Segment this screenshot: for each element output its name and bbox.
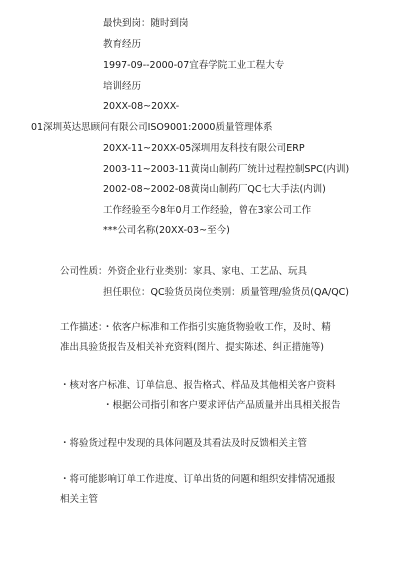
job-description-line-1: 工作描述：・依客户标准和工作指引实施货物验收工作，及时、精	[60, 322, 331, 333]
training-entry-erp: 20XX-11~20XX-05深圳用友科技有限公司ERP	[103, 143, 305, 154]
duty-bullet-4-line-2: 相关主管	[60, 494, 99, 505]
work-experience-summary: 工作经验至今8年0月工作经验，曾在3家公司工作	[103, 205, 312, 216]
training-entry-spc: 2003-11~2003-11黄岗山制药厂统计过程控制SPC(内训)	[103, 164, 350, 175]
training-entry-iso: 01深圳英达思顾问有限公司ISO9001:2000质量管理体系	[31, 122, 273, 133]
duty-bullet-2: ・根据公司指引和客户要求评估产品质量并出具相关报告	[103, 400, 341, 411]
duty-bullet-3: ・将验货过程中发现的具体问题及其看法及时反馈相关主管	[60, 438, 308, 449]
duty-bullet-4-line-1: ・将可能影响订单工作进度、订单出货的问题和组织安排情况通报	[60, 474, 336, 485]
company-name-line: ***公司名称(20XX-03~至今)	[103, 225, 230, 236]
position-line: 担任职位：QC验货员岗位类别：质量管理/验货员(QA/QC)	[103, 287, 350, 298]
company-nature-line: 公司性质：外资企业行业类别：家具、家电、工艺品、玩具	[60, 266, 308, 277]
duty-bullet-1: ・核对客户标准、订单信息、报告格式、样品及其他相关客户资料	[60, 380, 336, 391]
availability-line: 最快到岗：随时到岗	[103, 18, 189, 29]
training-heading: 培训经历	[103, 81, 142, 92]
training-date-line: 20XX-08~20XX-	[103, 101, 180, 112]
education-heading: 教育经历	[103, 39, 142, 50]
training-entry-qc: 2002-08~2002-08黄岗山制药厂QC七大手法(内训)	[103, 184, 326, 195]
education-entry: 1997-09--2000-07宜春学院工业工程大专	[103, 60, 285, 71]
job-description-line-2: 准出具验货报告及相关补充资料(图片、提实陈述、纠正措施等)	[60, 342, 324, 353]
